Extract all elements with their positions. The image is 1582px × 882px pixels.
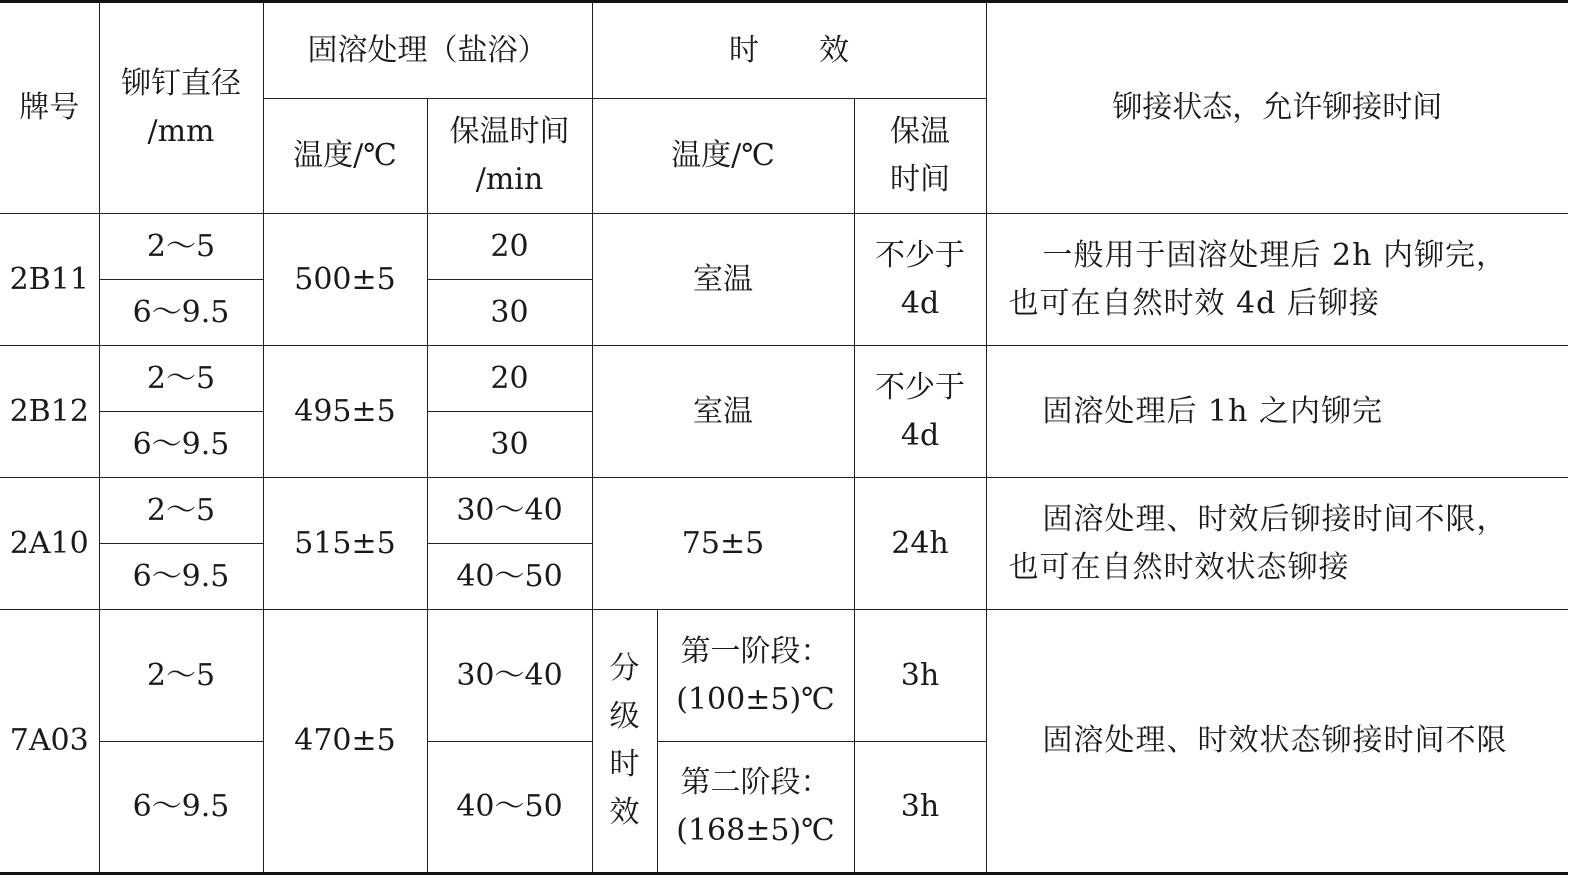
header-aging-temp: 温度/℃ bbox=[592, 99, 854, 214]
header-aging-hold-line1: 保温 bbox=[890, 114, 950, 149]
aging-temp-cell: 室温 bbox=[592, 214, 854, 346]
status-note-cell bbox=[986, 610, 1568, 874]
solution-hold-cell: 30 bbox=[427, 412, 592, 478]
solution-temp-cell: 470±5 bbox=[263, 610, 427, 874]
aging-hold-cell bbox=[854, 346, 986, 478]
table-row bbox=[0, 346, 1568, 412]
solution-hold-cell: 40～50 bbox=[427, 544, 592, 610]
header-diameter-line2: /mm bbox=[147, 114, 215, 149]
grade-cell: 7A03 bbox=[0, 610, 99, 874]
diameter-cell: 6～9.5 bbox=[99, 544, 263, 610]
header-solution-temp: 温度/℃ bbox=[263, 99, 427, 214]
header-status: 铆接状态，允许铆接时间 bbox=[986, 2, 1568, 214]
stage1-temp-cell bbox=[657, 610, 854, 742]
stage2-temp-cell bbox=[657, 742, 854, 874]
diameter-cell: 2～5 bbox=[99, 478, 263, 544]
aging-hold-cell bbox=[854, 214, 986, 346]
table-row bbox=[0, 610, 1568, 742]
grade-cell: 2B12 bbox=[0, 346, 99, 478]
solution-hold-cell: 30 bbox=[427, 280, 592, 346]
header-solution: 固溶处理（盐浴） bbox=[263, 2, 592, 99]
table-row bbox=[0, 478, 1568, 544]
stage1-hold-cell: 3h bbox=[854, 610, 986, 742]
stage1-line2: (100±5)℃ bbox=[676, 681, 835, 717]
solution-temp-cell: 495±5 bbox=[263, 346, 427, 478]
note-line1: 固溶处理、时效状态铆接时间不限 bbox=[1042, 723, 1508, 758]
stage1-line1: 第一阶段： bbox=[680, 633, 831, 669]
solution-temp-cell: 515±5 bbox=[263, 478, 427, 610]
header-aging-hold-line2: 时间 bbox=[890, 162, 950, 197]
solution-hold-cell: 40～50 bbox=[427, 742, 592, 874]
staged-aging-label bbox=[592, 610, 657, 874]
header-solution-hold-line1: 保温时间 bbox=[449, 114, 570, 149]
header-diameter bbox=[99, 2, 263, 214]
diameter-cell: 2～5 bbox=[99, 346, 263, 412]
diameter-cell: 6～9.5 bbox=[99, 742, 263, 874]
aging-temp-cell: 室温 bbox=[592, 346, 854, 478]
note-line2: 也可在自然时效 4d 后铆接 bbox=[1008, 285, 1380, 321]
aging-hold-cell: 24h bbox=[854, 478, 986, 610]
status-note-cell bbox=[986, 346, 1568, 478]
note-line2: 也可在自然时效状态铆接 bbox=[1008, 549, 1350, 585]
staged-char: 级 bbox=[609, 699, 640, 734]
note-line1: 固溶处理、时效后铆接时间不限， bbox=[1042, 501, 1508, 537]
status-note-cell bbox=[986, 214, 1568, 346]
solution-temp-cell: 500±5 bbox=[263, 214, 427, 346]
table-row bbox=[0, 214, 1568, 280]
stage2-hold-cell: 3h bbox=[854, 742, 986, 874]
aging-hold-line2: 4d bbox=[900, 417, 940, 453]
stage2-line2: (168±5)℃ bbox=[676, 813, 835, 848]
staged-char: 时 bbox=[609, 747, 640, 782]
aging-hold-line1: 不少于 bbox=[875, 237, 965, 273]
header-solution-hold-line2: /min bbox=[475, 162, 544, 197]
diameter-cell: 2～5 bbox=[99, 214, 263, 280]
header-row-1 bbox=[0, 2, 1568, 99]
header-aging: 时 效 bbox=[592, 2, 986, 99]
staged-char: 分 bbox=[609, 651, 640, 686]
grade-cell: 2B11 bbox=[0, 214, 99, 346]
solution-hold-cell: 30～40 bbox=[427, 478, 592, 544]
note-line1: 一般用于固溶处理后 2h 内铆完， bbox=[1042, 237, 1507, 273]
solution-hold-cell: 20 bbox=[427, 346, 592, 412]
aging-hold-line2: 4d bbox=[900, 285, 940, 321]
status-note-cell bbox=[986, 478, 1568, 610]
note-line1: 固溶处理后 1h 之内铆完 bbox=[1042, 393, 1383, 429]
solution-hold-cell: 30～40 bbox=[427, 610, 592, 742]
solution-hold-cell: 20 bbox=[427, 214, 592, 280]
aging-hold-line1: 不少于 bbox=[875, 369, 965, 405]
aging-temp-cell: 75±5 bbox=[592, 478, 854, 610]
diameter-cell: 6～9.5 bbox=[99, 412, 263, 478]
header-solution-hold bbox=[427, 99, 592, 214]
stage2-line1: 第二阶段： bbox=[680, 765, 831, 800]
header-diameter-line1: 铆钉直径 bbox=[121, 66, 241, 101]
header-grade: 牌号 bbox=[0, 2, 99, 214]
header-aging-hold bbox=[854, 99, 986, 214]
diameter-cell: 6～9.5 bbox=[99, 280, 263, 346]
diameter-cell: 2～5 bbox=[99, 610, 263, 742]
grade-cell: 2A10 bbox=[0, 478, 99, 610]
staged-char: 效 bbox=[609, 795, 640, 830]
